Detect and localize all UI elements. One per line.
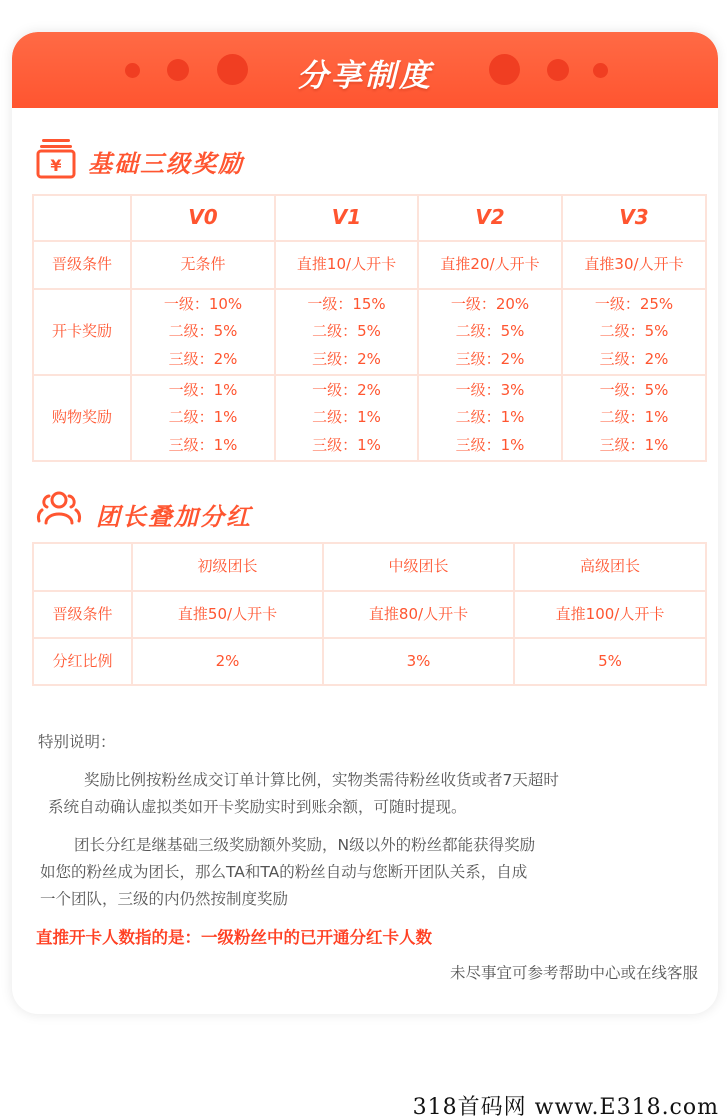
column-header: 中级团长: [323, 543, 514, 591]
cell-line: 一级：15%: [307, 294, 386, 313]
table-cell: [418, 241, 562, 289]
cell-line: 一级：2%: [312, 380, 381, 399]
watermark-text: 318首码网 www.E318.com: [412, 1095, 719, 1117]
row-label: 购物奖励: [33, 375, 131, 461]
cell-line: 一级：1%: [168, 380, 238, 399]
table-cell: 直推50/人开卡: [132, 591, 323, 638]
table-cell: [562, 241, 706, 289]
table-cell: 5%: [514, 638, 706, 685]
table-cell: [131, 289, 275, 375]
table-cell: [131, 241, 275, 289]
cell-line: 三级：1%: [168, 435, 238, 454]
cell-line: 三级：1%: [455, 435, 525, 454]
row-label: 晋级条件: [33, 241, 131, 289]
table-cell: 直推100/人开卡: [514, 591, 706, 638]
cell-line: 二级：5%: [455, 322, 525, 341]
header-banner: [12, 32, 718, 108]
policy-card: [12, 32, 718, 1014]
notes-paragraph-line: 系统自动确认虚拟类如开卡奖励实时到账余额，可随时提现。: [48, 798, 467, 816]
table-cell: 直推80/人开卡: [323, 591, 514, 638]
level-header: V2: [418, 195, 562, 241]
cell-line: 二级：1%: [455, 408, 525, 427]
basic-reward-table: [32, 194, 707, 462]
notes-heading: 特别说明：: [38, 733, 116, 751]
notes-paragraph-line: 一个团队，三级的内仍然按制度奖励: [40, 890, 289, 908]
cell-line: 一级：3%: [455, 380, 525, 399]
table-cell: 3%: [323, 638, 514, 685]
table-corner-cell: [33, 195, 131, 241]
column-header: 初级团长: [132, 543, 323, 591]
row-label: 开卡奖励: [33, 289, 131, 375]
cell-line: 二级：1%: [168, 408, 238, 427]
table-cell: [418, 289, 562, 375]
cell-line: 二级：5%: [599, 322, 669, 341]
cell-line: 直推30/人开卡: [584, 255, 684, 274]
cell-line: 直推10/人开卡: [296, 255, 397, 274]
table-corner-cell: [33, 543, 132, 591]
cell-line: 直推20/人开卡: [440, 255, 540, 274]
page-title: 分享制度: [297, 58, 433, 94]
team-bonus-table: [32, 542, 707, 686]
cell-line: 二级：5%: [312, 322, 381, 341]
table-cell: [562, 375, 706, 461]
table-cell: [418, 375, 562, 461]
notes-paragraph-line: 团长分红是继基础三级奖励额外奖励，N级以外的粉丝都能获得奖励: [74, 836, 536, 854]
cell-line: 三级：1%: [599, 435, 669, 454]
row-label: 分红比例: [33, 638, 132, 685]
notes-paragraph-line: 如您的粉丝成为团长，那么TA和TA的粉丝自动与您断开团队关系，自成: [40, 863, 528, 881]
svg-text:¥: ¥: [50, 156, 62, 175]
footer-note: 未尽事宜可参考帮助中心或在线客服: [449, 964, 698, 982]
notes-paragraph-line: 奖励比例按粉丝成交订单计算比例，实物类需待粉丝收货或者7天超时: [84, 771, 559, 789]
highlight-note: 直推开卡人数指的是：一级粉丝中的已开通分红卡人数: [36, 928, 432, 947]
level-header: V3: [562, 195, 706, 241]
table-cell: [275, 289, 418, 375]
money-card-icon: [36, 136, 76, 180]
cell-line: 一级：5%: [599, 380, 669, 399]
table-cell: [275, 375, 418, 461]
team-icon: [36, 490, 82, 526]
cell-line: 三级：1%: [312, 435, 381, 454]
level-header: V1: [275, 195, 418, 241]
level-header: V0: [131, 195, 275, 241]
cell-line: 一级：10%: [163, 294, 243, 313]
row-label: 晋级条件: [33, 591, 132, 638]
cell-line: 一级：20%: [450, 294, 530, 313]
column-header: 高级团长: [514, 543, 706, 591]
cell-line: 二级：1%: [599, 408, 669, 427]
cell-line: 二级：5%: [168, 322, 238, 341]
cell-line: 三级：2%: [168, 349, 238, 368]
section-title-team: 团长叠加分红: [96, 503, 252, 531]
cell-line: 无条件: [180, 255, 226, 274]
table-cell: [131, 375, 275, 461]
cell-line: 一级：25%: [594, 294, 674, 313]
table-cell: [562, 289, 706, 375]
cell-line: 三级：2%: [599, 349, 669, 368]
section-title-basic: 基础三级奖励: [88, 150, 244, 178]
cell-line: 二级：1%: [312, 408, 381, 427]
cell-line: 三级：2%: [312, 349, 381, 368]
table-cell: [275, 241, 418, 289]
cell-line: 三级：2%: [455, 349, 525, 368]
table-cell: 2%: [132, 638, 323, 685]
